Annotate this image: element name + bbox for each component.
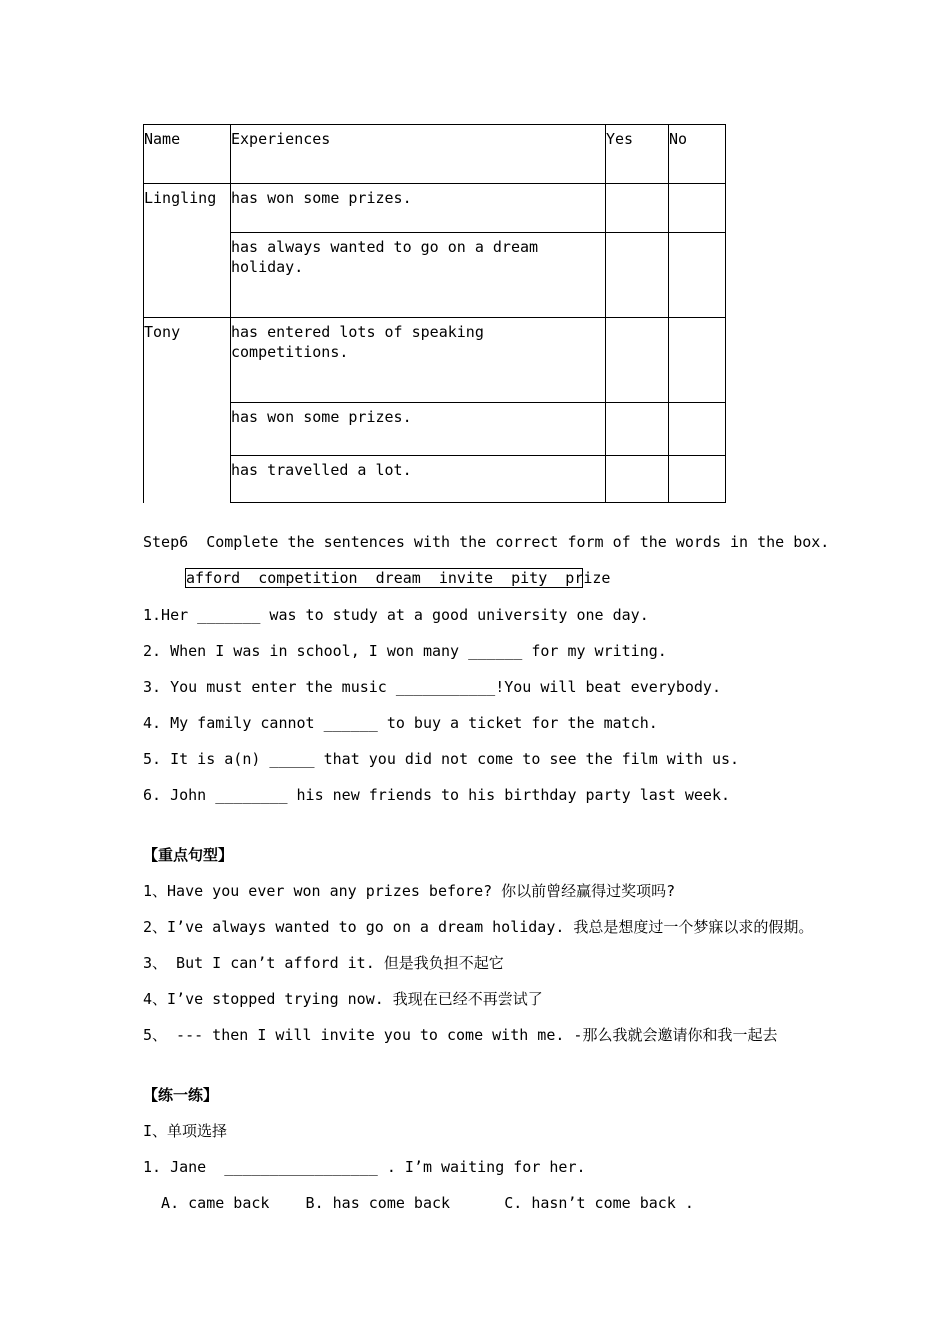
- sentence-3: 3. You must enter the music ___________!You will beat everybody.: [143, 678, 721, 696]
- row-experience: has won some prizes.: [231, 403, 606, 456]
- header-name: Name: [144, 125, 231, 184]
- table-row: [144, 456, 726, 503]
- row-no-cell: [669, 456, 726, 503]
- table-header-row: [144, 125, 726, 184]
- practice-question-1: 1. Jane _________________ . I’m waiting for her.: [143, 1158, 586, 1176]
- row-yes-cell: [606, 456, 669, 503]
- row-no-cell: [669, 318, 726, 403]
- practice-heading: 【练一练】: [143, 1086, 219, 1104]
- sentence-6: 6. John ________ his new friends to his birthday party last week.: [143, 786, 730, 804]
- row-experience: has always wanted to go on a dream holiday.: [231, 233, 606, 318]
- row-name: [144, 233, 231, 318]
- word-box: afford competition dream invite pity prize: [186, 569, 611, 587]
- experiences-table: [143, 124, 726, 503]
- table-row: [144, 403, 726, 456]
- table-row: [144, 184, 726, 233]
- sentence-4: 4. My family cannot ______ to buy a ticket for the match.: [143, 714, 658, 732]
- row-name: [144, 403, 231, 456]
- sentence-1: 1.Her _______ was to study at a good university one day.: [143, 606, 649, 624]
- row-name: [144, 456, 231, 503]
- header-no: No: [669, 125, 726, 184]
- key-sentence-4: 4、I’ve stopped trying now. 我现在已经不再尝试了: [143, 990, 543, 1008]
- sentence-5: 5. It is a(n) _____ that you did not come to see the film with us.: [143, 750, 740, 768]
- table-row: [144, 233, 726, 318]
- table-row: [144, 318, 726, 403]
- sentence-2: 2. When I was in school, I won many ______ for my writing.: [143, 642, 667, 660]
- row-no-cell: [669, 184, 726, 233]
- row-yes-cell: [606, 318, 669, 403]
- row-no-cell: [669, 233, 726, 318]
- row-yes-cell: [606, 403, 669, 456]
- step6-instruction: Step6 Complete the sentences with the correct form of the words in the box.: [143, 533, 830, 551]
- header-yes: Yes: [606, 125, 669, 184]
- key-sentences-heading: 【重点句型】: [143, 846, 234, 864]
- practice-options-1: A. came back B. has come back C. hasn’t come back .: [143, 1194, 694, 1212]
- key-sentence-5: 5、 --- then I will invite you to come with me. -那么我就会邀请你和我一起去: [143, 1026, 778, 1044]
- row-experience: has entered lots of speaking competitions.: [231, 318, 606, 403]
- key-sentence-2: 2、I’ve always wanted to go on a dream holiday. 我总是想度过一个梦寐以求的假期。: [143, 918, 814, 936]
- practice-section: I、单项选择: [143, 1122, 228, 1140]
- row-yes-cell: [606, 184, 669, 233]
- row-experience: has won some prizes.: [231, 184, 606, 233]
- key-sentence-3: 3、 But I can’t afford it. 但是我负担不起它: [143, 954, 504, 972]
- header-experiences: Experiences: [231, 125, 606, 184]
- row-no-cell: [669, 403, 726, 456]
- row-name: Lingling: [144, 184, 231, 233]
- row-yes-cell: [606, 233, 669, 318]
- row-experience: has travelled a lot.: [231, 456, 606, 503]
- key-sentence-1: 1、Have you ever won any prizes before? 你以前曾经赢得过奖项吗?: [143, 882, 676, 900]
- row-name: Tony: [144, 318, 231, 403]
